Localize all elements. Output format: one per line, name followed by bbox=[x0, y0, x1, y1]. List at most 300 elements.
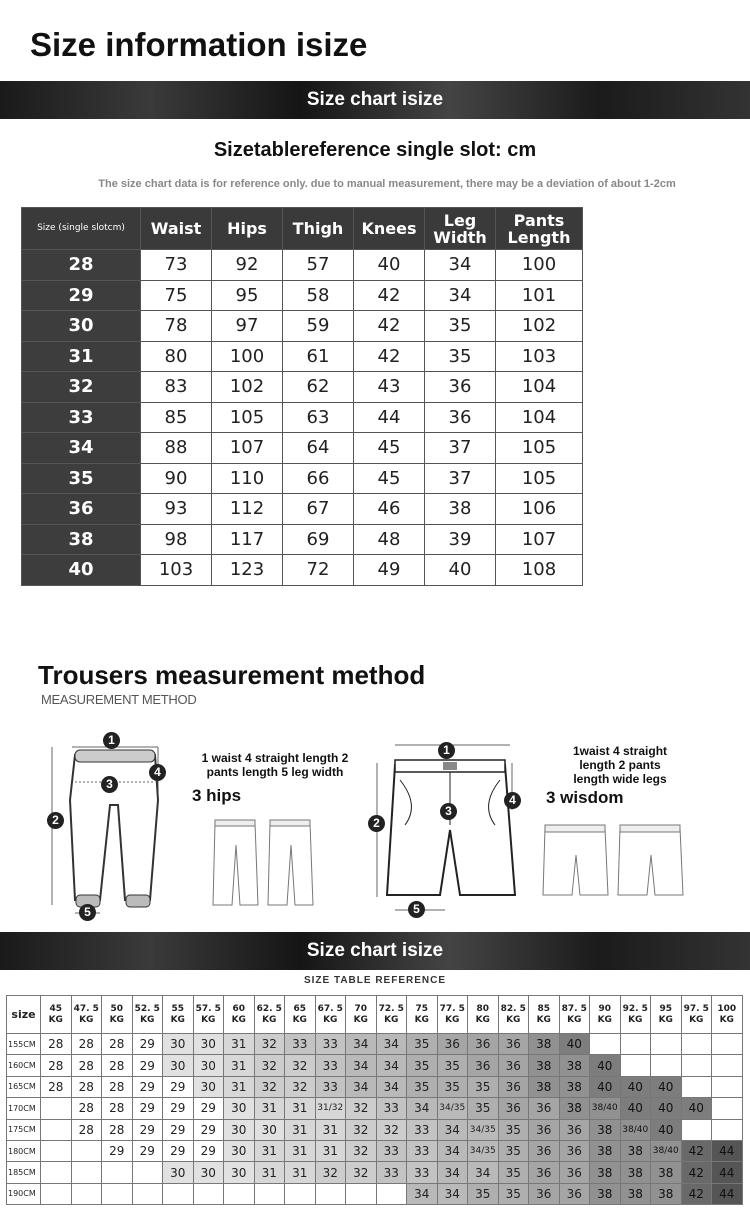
table-cell: 28 bbox=[102, 1098, 133, 1119]
size-label-cell: 36 bbox=[22, 494, 141, 525]
table-cell: 33 bbox=[315, 1055, 346, 1076]
table-cell: 28 bbox=[71, 1034, 102, 1055]
table-cell: 29 bbox=[193, 1119, 224, 1140]
height-label-cell: 165CM bbox=[7, 1076, 41, 1097]
right-legend-text: 1waist 4 straight length 2 pants length wide legs bbox=[572, 744, 668, 786]
right-legend-label: 3 wisdom bbox=[546, 788, 624, 807]
table-cell: 42 bbox=[681, 1183, 712, 1204]
table-row bbox=[22, 433, 583, 464]
table-cell bbox=[315, 1183, 346, 1204]
table-row bbox=[7, 1076, 743, 1097]
table-cell: 28 bbox=[41, 1034, 72, 1055]
left-legend-label: 3 hips bbox=[192, 786, 242, 805]
height-label-cell: 175CM bbox=[7, 1119, 41, 1140]
table-row bbox=[22, 555, 583, 586]
table-cell: 40 bbox=[651, 1098, 682, 1119]
height-label-cell: 155CM bbox=[7, 1034, 41, 1055]
size-table-header: Size (single slotcm) bbox=[22, 208, 141, 250]
marker-5-icon: 5 bbox=[79, 903, 96, 921]
weight-header-cell: 87. 5 KG bbox=[559, 996, 590, 1034]
table-cell: 34 bbox=[437, 1140, 468, 1161]
corner-cell: size bbox=[7, 996, 41, 1034]
table-cell: 38 bbox=[590, 1162, 621, 1183]
table-cell bbox=[71, 1162, 102, 1183]
table-cell: 34 bbox=[468, 1162, 499, 1183]
table-cell: 36 bbox=[498, 1098, 529, 1119]
table-cell: 34/35 bbox=[437, 1098, 468, 1119]
table-cell bbox=[41, 1162, 72, 1183]
table-cell: 36 bbox=[468, 1034, 499, 1055]
marker-2-icon: 2 bbox=[47, 811, 64, 829]
table-cell: 34 bbox=[376, 1076, 407, 1097]
table-cell: 83 bbox=[141, 372, 212, 403]
table-cell: 44 bbox=[712, 1140, 743, 1161]
table-cell: 39 bbox=[425, 524, 496, 555]
table-cell: 38 bbox=[651, 1183, 682, 1204]
table-cell: 105 bbox=[496, 463, 583, 494]
table-cell: 35 bbox=[468, 1183, 499, 1204]
table-cell: 38 bbox=[620, 1183, 651, 1204]
table-cell bbox=[41, 1098, 72, 1119]
weight-header-cell: 80 KG bbox=[468, 996, 499, 1034]
table-cell: 112 bbox=[212, 494, 283, 525]
table-cell: 102 bbox=[212, 372, 283, 403]
table-cell: 104 bbox=[496, 372, 583, 403]
table-cell bbox=[193, 1183, 224, 1204]
table-cell: 66 bbox=[283, 463, 354, 494]
table-cell: 106 bbox=[496, 494, 583, 525]
table-cell: 31 bbox=[254, 1098, 285, 1119]
marker-3-icon: 3 bbox=[101, 775, 118, 793]
table-cell: 103 bbox=[141, 555, 212, 586]
table-cell: 30 bbox=[224, 1119, 255, 1140]
table-cell bbox=[41, 1119, 72, 1140]
table-cell: 40 bbox=[425, 555, 496, 586]
table-cell: 33 bbox=[407, 1140, 438, 1161]
table-cell: 35 bbox=[407, 1034, 438, 1055]
table-cell bbox=[651, 1055, 682, 1076]
marker-4-icon: 4 bbox=[149, 763, 166, 781]
table-cell: 34 bbox=[407, 1098, 438, 1119]
table-cell: 28 bbox=[102, 1034, 133, 1055]
table-cell: 42 bbox=[681, 1140, 712, 1161]
height-label-cell: 190CM bbox=[7, 1183, 41, 1204]
table-cell: 29 bbox=[163, 1098, 194, 1119]
weight-header-cell: 60 KG bbox=[224, 996, 255, 1034]
table-cell: 38 bbox=[529, 1076, 560, 1097]
table-cell: 38 bbox=[425, 494, 496, 525]
table-cell: 36 bbox=[468, 1055, 499, 1076]
table-cell: 40 bbox=[620, 1098, 651, 1119]
table-cell bbox=[651, 1034, 682, 1055]
table-row bbox=[7, 1098, 743, 1119]
size-table-header: Pants Length bbox=[496, 208, 583, 250]
table-cell: 35 bbox=[437, 1076, 468, 1097]
size-label-cell: 40 bbox=[22, 555, 141, 586]
table-cell: 35 bbox=[498, 1183, 529, 1204]
table-cell: 31 bbox=[315, 1140, 346, 1161]
section-banner: Size chart isize bbox=[0, 81, 750, 119]
size-label-cell: 31 bbox=[22, 341, 141, 372]
table-cell: 31 bbox=[254, 1140, 285, 1161]
weight-header-cell: 95 KG bbox=[651, 996, 682, 1034]
table-cell bbox=[712, 1055, 743, 1076]
table-cell: 36 bbox=[498, 1034, 529, 1055]
table-cell: 32 bbox=[315, 1162, 346, 1183]
disclaimer-note: The size chart data is for reference only. due to manual measurement, there may be a deviation of about 1-2cm bbox=[98, 178, 676, 190]
table-cell: 36 bbox=[559, 1119, 590, 1140]
table-row bbox=[7, 1140, 743, 1161]
table-row bbox=[22, 311, 583, 342]
table-cell: 31 bbox=[254, 1162, 285, 1183]
table-cell bbox=[712, 1076, 743, 1097]
table-cell: 35 bbox=[437, 1055, 468, 1076]
height-label-cell: 185CM bbox=[7, 1162, 41, 1183]
shorts-thumbnails bbox=[540, 820, 720, 900]
table-cell: 30 bbox=[163, 1055, 194, 1076]
table-cell: 34 bbox=[346, 1034, 377, 1055]
table-cell: 35 bbox=[425, 341, 496, 372]
table-cell: 30 bbox=[224, 1140, 255, 1161]
table-cell: 107 bbox=[496, 524, 583, 555]
table-cell: 58 bbox=[283, 280, 354, 311]
table-cell: 29 bbox=[132, 1098, 163, 1119]
table-cell: 30 bbox=[224, 1098, 255, 1119]
table-cell: 28 bbox=[102, 1119, 133, 1140]
table-cell bbox=[102, 1162, 133, 1183]
table-cell: 36 bbox=[425, 402, 496, 433]
table-row bbox=[22, 402, 583, 433]
table-cell: 38 bbox=[620, 1140, 651, 1161]
table-cell: 63 bbox=[283, 402, 354, 433]
table-cell bbox=[132, 1183, 163, 1204]
table-cell: 36 bbox=[559, 1140, 590, 1161]
trousers-thumbnails bbox=[210, 815, 320, 910]
size-table bbox=[21, 207, 583, 586]
table-cell: 28 bbox=[71, 1098, 102, 1119]
table-cell: 36 bbox=[529, 1098, 560, 1119]
table-cell: 34/35 bbox=[468, 1119, 499, 1140]
weight-header-cell: 47. 5 KG bbox=[71, 996, 102, 1034]
table-row bbox=[7, 1119, 743, 1140]
marker-1-icon: 1 bbox=[103, 731, 120, 749]
table-cell: 30 bbox=[163, 1034, 194, 1055]
table-cell: 29 bbox=[132, 1140, 163, 1161]
table-cell bbox=[224, 1183, 255, 1204]
measurement-title: Trousers measurement method bbox=[38, 660, 426, 690]
table-cell: 29 bbox=[132, 1076, 163, 1097]
table-cell bbox=[620, 1055, 651, 1076]
table-cell: 33 bbox=[376, 1162, 407, 1183]
table-cell: 35 bbox=[468, 1098, 499, 1119]
table-cell: 42 bbox=[681, 1162, 712, 1183]
table-cell bbox=[712, 1098, 743, 1119]
weight-header-cell: 57. 5 KG bbox=[193, 996, 224, 1034]
table-cell: 69 bbox=[283, 524, 354, 555]
table-cell: 35 bbox=[407, 1055, 438, 1076]
table-cell bbox=[163, 1183, 194, 1204]
size-table-header: Thigh bbox=[283, 208, 354, 250]
table-cell: 40 bbox=[651, 1076, 682, 1097]
table-cell: 34 bbox=[425, 250, 496, 281]
weight-header-cell: 70 KG bbox=[346, 996, 377, 1034]
table-row bbox=[7, 1183, 743, 1204]
left-legend-text: 1 waist 4 straight length 2 pants length 5 leg width bbox=[201, 751, 349, 779]
table-cell: 33 bbox=[407, 1162, 438, 1183]
table-cell: 32 bbox=[346, 1162, 377, 1183]
table-cell: 36 bbox=[529, 1140, 560, 1161]
weight-header-cell: 92. 5 KG bbox=[620, 996, 651, 1034]
table-cell: 42 bbox=[354, 311, 425, 342]
table-cell: 105 bbox=[212, 402, 283, 433]
table-cell bbox=[376, 1183, 407, 1204]
table-cell: 28 bbox=[71, 1055, 102, 1076]
weight-header-cell: 62. 5 KG bbox=[254, 996, 285, 1034]
table-cell: 40 bbox=[590, 1055, 621, 1076]
table-cell: 72 bbox=[283, 555, 354, 586]
table-row bbox=[22, 250, 583, 281]
table-cell: 32 bbox=[346, 1098, 377, 1119]
size-label-cell: 34 bbox=[22, 433, 141, 464]
table-cell: 28 bbox=[102, 1076, 133, 1097]
table-cell: 33 bbox=[407, 1119, 438, 1140]
table-cell: 35 bbox=[407, 1076, 438, 1097]
size-table-header: Hips bbox=[212, 208, 283, 250]
table-row bbox=[22, 494, 583, 525]
table-cell: 123 bbox=[212, 555, 283, 586]
table-cell: 46 bbox=[354, 494, 425, 525]
table-cell: 95 bbox=[212, 280, 283, 311]
weight-header-cell: 90 KG bbox=[590, 996, 621, 1034]
table-cell: 101 bbox=[496, 280, 583, 311]
table-cell: 31 bbox=[285, 1119, 316, 1140]
table-subtitle: Sizetablereference single slot: cm bbox=[213, 139, 537, 161]
table-cell: 97 bbox=[212, 311, 283, 342]
table-cell: 36 bbox=[529, 1119, 560, 1140]
table-cell: 110 bbox=[212, 463, 283, 494]
table-cell: 38 bbox=[529, 1055, 560, 1076]
table-cell: 34 bbox=[407, 1183, 438, 1204]
table-cell: 33 bbox=[376, 1098, 407, 1119]
table-cell: 40 bbox=[620, 1076, 651, 1097]
table-cell: 29 bbox=[163, 1140, 194, 1161]
table-cell bbox=[285, 1183, 316, 1204]
table-cell: 34 bbox=[376, 1055, 407, 1076]
table-cell: 38 bbox=[590, 1140, 621, 1161]
table-cell: 31 bbox=[285, 1140, 316, 1161]
table-cell bbox=[681, 1119, 712, 1140]
size-label-cell: 29 bbox=[22, 280, 141, 311]
table-cell: 104 bbox=[496, 402, 583, 433]
table-cell: 64 bbox=[283, 433, 354, 464]
table-cell: 88 bbox=[141, 433, 212, 464]
table-cell: 57 bbox=[283, 250, 354, 281]
size-label-cell: 33 bbox=[22, 402, 141, 433]
weight-header-cell: 77. 5 KG bbox=[437, 996, 468, 1034]
table-cell: 34 bbox=[425, 280, 496, 311]
table-cell: 85 bbox=[141, 402, 212, 433]
table-cell: 38 bbox=[651, 1162, 682, 1183]
table-cell: 33 bbox=[376, 1140, 407, 1161]
table-cell: 33 bbox=[315, 1076, 346, 1097]
table-cell bbox=[346, 1183, 377, 1204]
table-cell: 45 bbox=[354, 433, 425, 464]
table-cell: 38 bbox=[620, 1162, 651, 1183]
weight-header-cell: 85 KG bbox=[529, 996, 560, 1034]
table-cell: 36 bbox=[425, 372, 496, 403]
table-cell: 37 bbox=[425, 433, 496, 464]
table-cell bbox=[41, 1183, 72, 1204]
table-cell: 40 bbox=[590, 1076, 621, 1097]
table-cell bbox=[681, 1034, 712, 1055]
table-cell: 36 bbox=[559, 1162, 590, 1183]
table-cell: 61 bbox=[283, 341, 354, 372]
table-cell: 38/40 bbox=[590, 1098, 621, 1119]
table-cell: 32 bbox=[346, 1140, 377, 1161]
table-cell: 34 bbox=[437, 1162, 468, 1183]
section-banner: Size chart isize bbox=[0, 932, 750, 970]
table-cell: 36 bbox=[529, 1162, 560, 1183]
table-header-row bbox=[7, 996, 743, 1034]
table-cell: 34 bbox=[437, 1183, 468, 1204]
table-cell: 29 bbox=[193, 1140, 224, 1161]
table-cell: 33 bbox=[315, 1034, 346, 1055]
table-row bbox=[22, 463, 583, 494]
table-row bbox=[22, 341, 583, 372]
table-cell: 31 bbox=[285, 1162, 316, 1183]
table-cell: 31 bbox=[224, 1055, 255, 1076]
table-cell: 30 bbox=[163, 1162, 194, 1183]
table-cell: 31/32 bbox=[315, 1098, 346, 1119]
weight-header-cell: 100 KG bbox=[712, 996, 743, 1034]
table-cell: 34 bbox=[376, 1034, 407, 1055]
table-cell: 42 bbox=[354, 280, 425, 311]
table-cell: 40 bbox=[651, 1119, 682, 1140]
weight-header-cell: 55 KG bbox=[163, 996, 194, 1034]
size-label-cell: 38 bbox=[22, 524, 141, 555]
table-cell: 49 bbox=[354, 555, 425, 586]
table-cell: 59 bbox=[283, 311, 354, 342]
table-cell: 29 bbox=[163, 1119, 194, 1140]
size-label-cell: 28 bbox=[22, 250, 141, 281]
page-title: Size information isize bbox=[30, 26, 368, 63]
table-cell: 36 bbox=[498, 1076, 529, 1097]
height-label-cell: 180CM bbox=[7, 1140, 41, 1161]
table-cell: 102 bbox=[496, 311, 583, 342]
height-label-cell: 170CM bbox=[7, 1098, 41, 1119]
weight-header-cell: 67. 5 KG bbox=[315, 996, 346, 1034]
table-cell: 36 bbox=[498, 1055, 529, 1076]
reference-title: SIZE TABLE REFERENCE bbox=[303, 975, 447, 986]
table-cell: 108 bbox=[496, 555, 583, 586]
table-cell: 34/35 bbox=[468, 1140, 499, 1161]
table-cell bbox=[620, 1034, 651, 1055]
table-cell: 36 bbox=[437, 1034, 468, 1055]
table-cell: 30 bbox=[193, 1162, 224, 1183]
table-row bbox=[7, 1162, 743, 1183]
table-cell: 36 bbox=[529, 1183, 560, 1204]
table-cell: 29 bbox=[102, 1140, 133, 1161]
size-label-cell: 32 bbox=[22, 372, 141, 403]
table-cell: 32 bbox=[254, 1055, 285, 1076]
table-cell bbox=[41, 1140, 72, 1161]
table-cell: 30 bbox=[193, 1034, 224, 1055]
weight-header-cell: 65 KG bbox=[285, 996, 316, 1034]
table-cell: 40 bbox=[354, 250, 425, 281]
table-cell: 38/40 bbox=[620, 1119, 651, 1140]
table-cell: 38 bbox=[559, 1076, 590, 1097]
table-row bbox=[22, 372, 583, 403]
table-cell: 32 bbox=[285, 1076, 316, 1097]
table-cell: 32 bbox=[254, 1076, 285, 1097]
table-row bbox=[22, 280, 583, 311]
table-cell: 32 bbox=[285, 1055, 316, 1076]
table-cell: 28 bbox=[71, 1119, 102, 1140]
table-cell: 44 bbox=[712, 1183, 743, 1204]
table-cell: 29 bbox=[132, 1055, 163, 1076]
table-cell: 31 bbox=[285, 1098, 316, 1119]
table-cell: 31 bbox=[224, 1076, 255, 1097]
table-cell bbox=[712, 1119, 743, 1140]
table-cell: 30 bbox=[193, 1076, 224, 1097]
table-cell: 38 bbox=[590, 1183, 621, 1204]
table-row bbox=[7, 1034, 743, 1055]
table-cell: 30 bbox=[254, 1119, 285, 1140]
table-cell: 40 bbox=[559, 1034, 590, 1055]
table-cell: 43 bbox=[354, 372, 425, 403]
table-cell bbox=[712, 1034, 743, 1055]
table-cell: 35 bbox=[498, 1140, 529, 1161]
marker-1-icon: 1 bbox=[438, 741, 455, 759]
table-cell: 35 bbox=[498, 1119, 529, 1140]
table-cell: 32 bbox=[254, 1034, 285, 1055]
marker-3-icon: 3 bbox=[440, 802, 457, 820]
table-cell: 35 bbox=[468, 1076, 499, 1097]
height-weight-table bbox=[6, 995, 743, 1205]
table-cell: 93 bbox=[141, 494, 212, 525]
table-cell: 67 bbox=[283, 494, 354, 525]
table-cell: 33 bbox=[285, 1034, 316, 1055]
table-cell: 75 bbox=[141, 280, 212, 311]
table-cell: 36 bbox=[559, 1183, 590, 1204]
table-cell: 34 bbox=[346, 1076, 377, 1097]
table-cell: 44 bbox=[354, 402, 425, 433]
height-label-cell: 160CM bbox=[7, 1055, 41, 1076]
table-cell: 105 bbox=[496, 433, 583, 464]
table-cell: 34 bbox=[437, 1119, 468, 1140]
table-cell: 107 bbox=[212, 433, 283, 464]
size-label-cell: 30 bbox=[22, 311, 141, 342]
table-cell: 29 bbox=[193, 1098, 224, 1119]
size-table-header: Waist bbox=[141, 208, 212, 250]
table-cell: 38 bbox=[590, 1119, 621, 1140]
table-cell: 28 bbox=[41, 1076, 72, 1097]
table-cell: 44 bbox=[712, 1162, 743, 1183]
table-cell: 92 bbox=[212, 250, 283, 281]
table-row bbox=[22, 524, 583, 555]
table-cell: 28 bbox=[102, 1055, 133, 1076]
table-cell bbox=[132, 1162, 163, 1183]
table-cell: 31 bbox=[224, 1034, 255, 1055]
table-cell: 38/40 bbox=[651, 1140, 682, 1161]
table-cell: 98 bbox=[141, 524, 212, 555]
table-cell: 32 bbox=[376, 1119, 407, 1140]
table-cell: 42 bbox=[354, 341, 425, 372]
table-cell: 30 bbox=[224, 1162, 255, 1183]
table-cell: 38 bbox=[559, 1055, 590, 1076]
weight-header-cell: 45 KG bbox=[41, 996, 72, 1034]
table-cell: 78 bbox=[141, 311, 212, 342]
